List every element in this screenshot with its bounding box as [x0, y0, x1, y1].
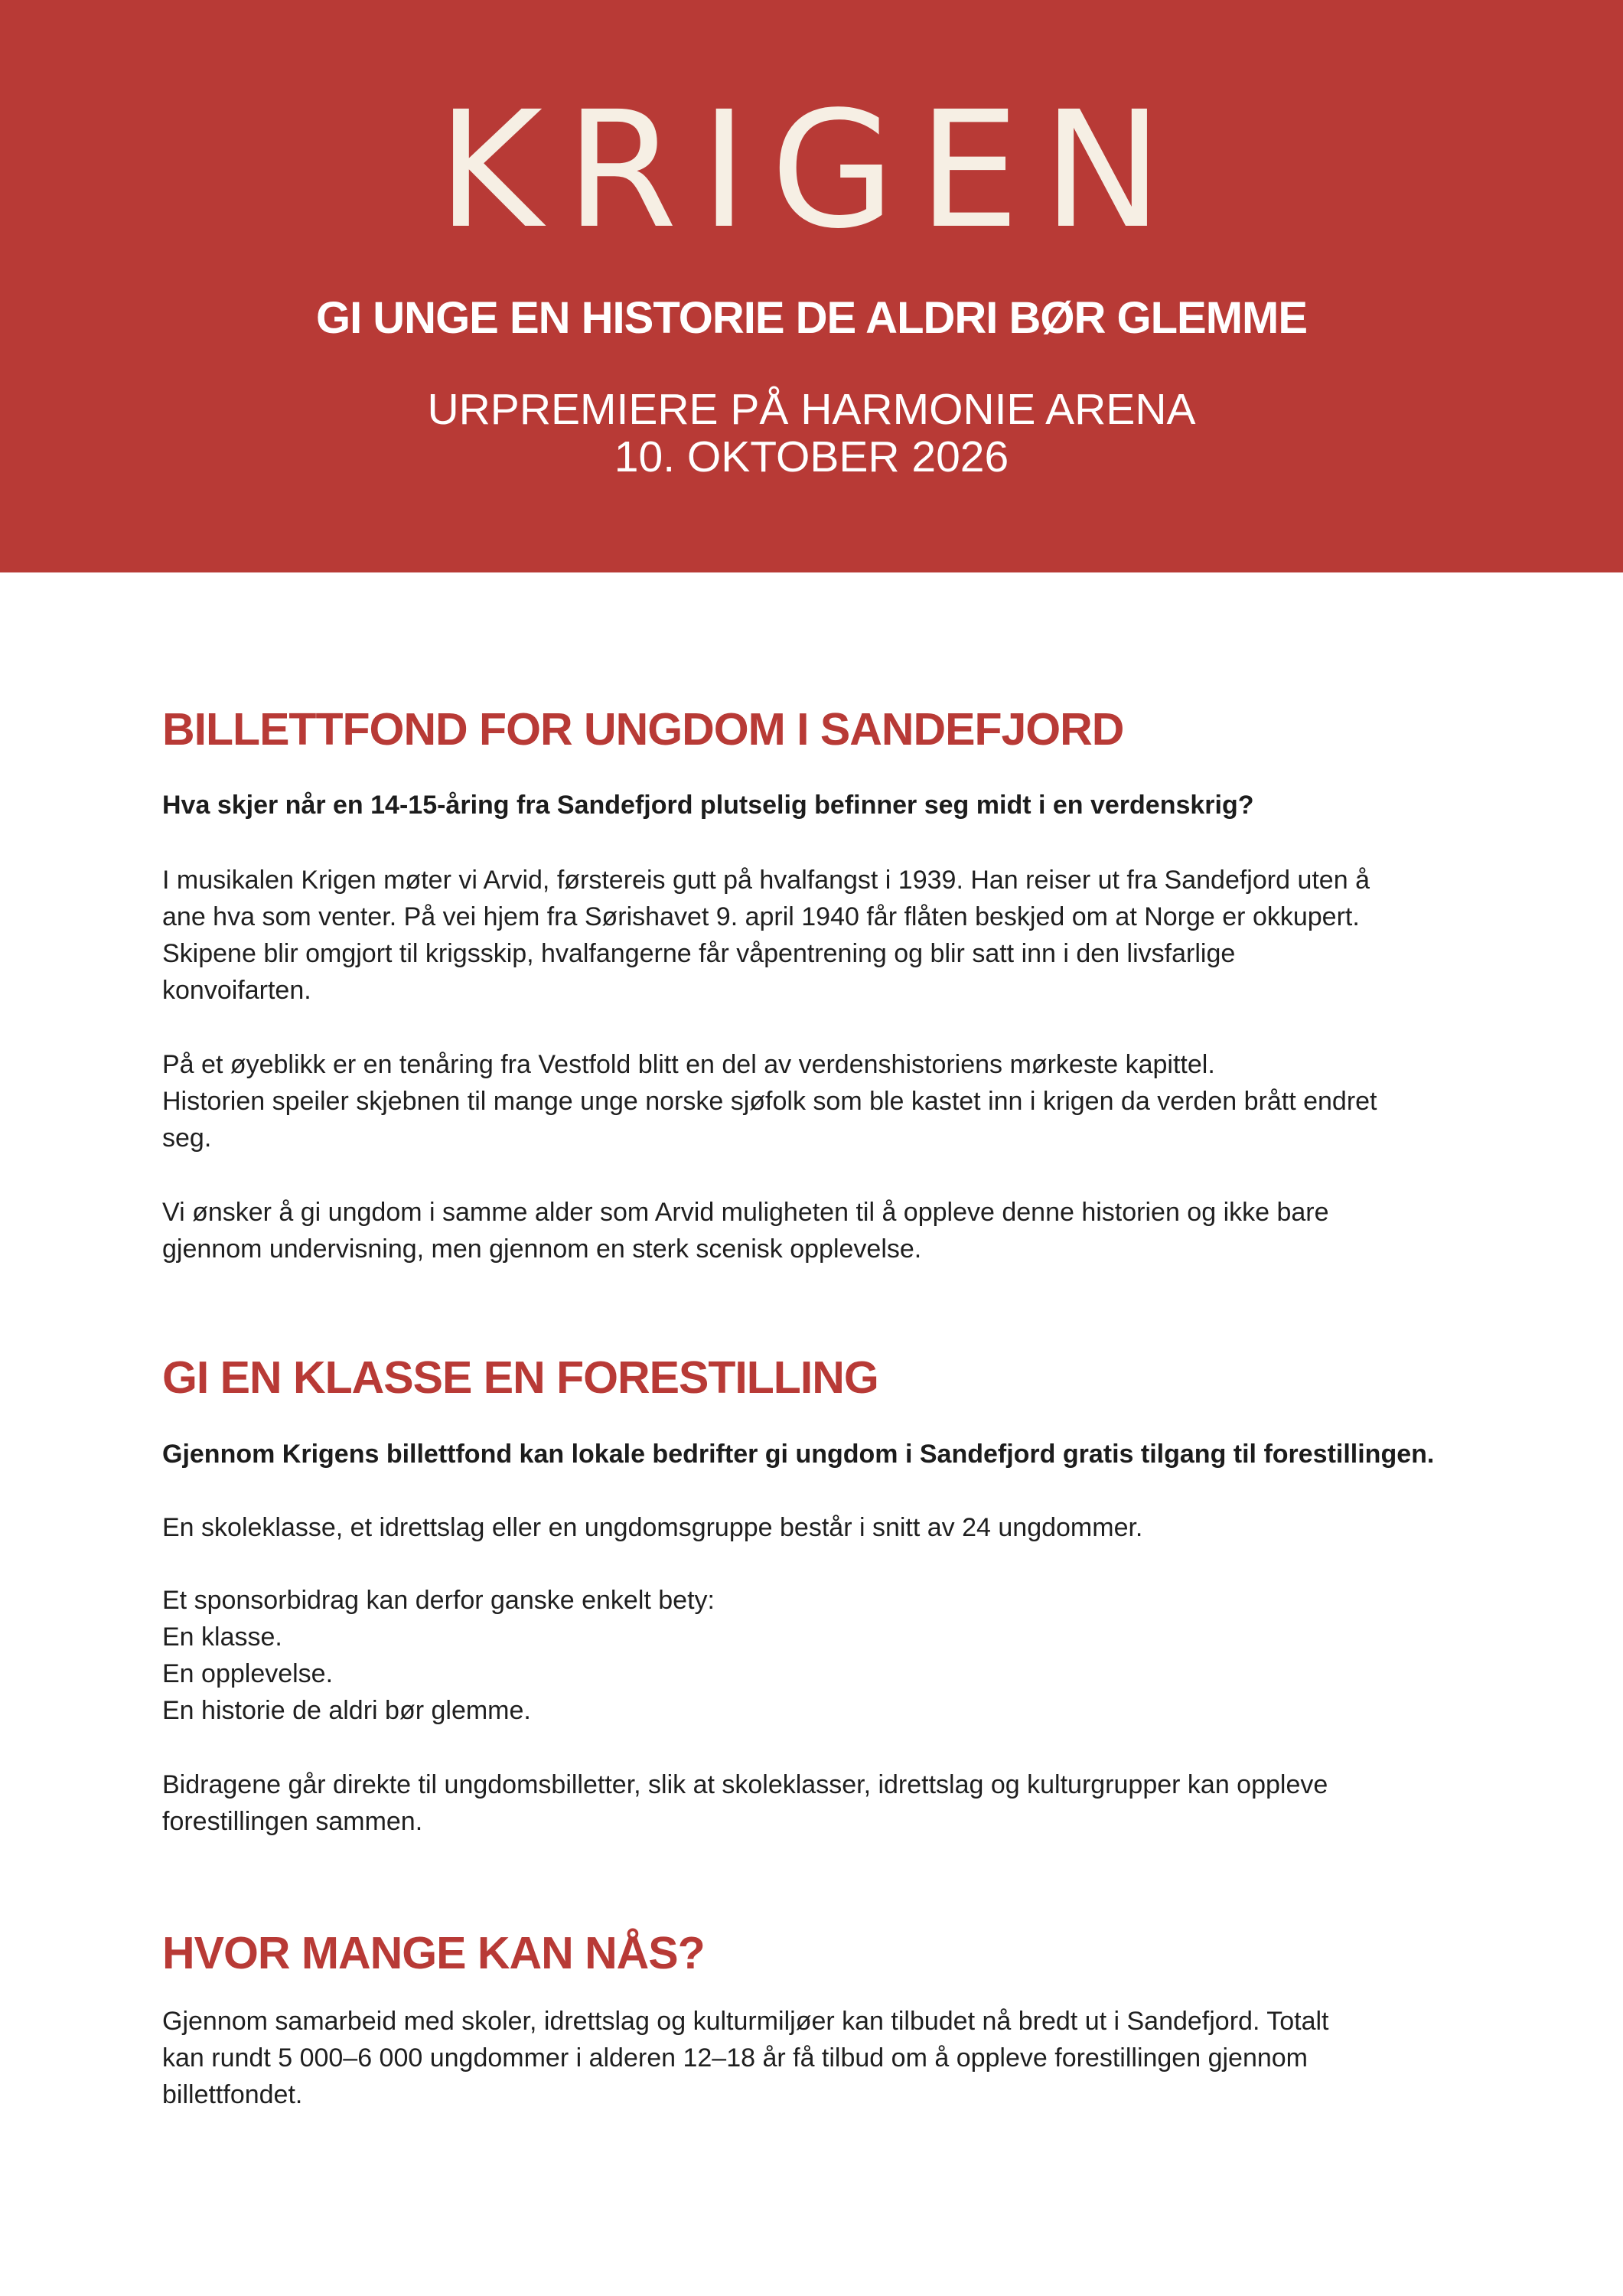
krigen-logo: KRIGEN: [437, 77, 1186, 264]
paragraph-contributions: Bidragene går direkte til ungdomsbilletter, slik at skoleklasser, idrettslag og kulturgrupper kan oppleve forestillingen sammen.: [162, 1770, 1328, 1836]
premiere-info: [0, 386, 1623, 481]
paragraph-world-history: På et øyeblikk er en tenåring fra Vestfold blitt en del av verdenshistoriens mørkeste kapittel. Historien speiler skjebnen til mange unge norske sjøfolk som ble kastet inn i krigen da verden brått endret seg.: [162, 1050, 1377, 1153]
paragraph-sponsor-meaning: Et sponsorbidrag kan derfor ganske enkelt bety: En klasse. En opplevelse. En historie de aldri bør glemme.: [162, 1586, 715, 1725]
paragraph-musical-intro: I musikalen Krigen møter vi Arvid, førstereis gutt på hvalfangst i 1939. Han reiser ut fra Sandefjord uten å ane hva som venter. På vei hjem fra Sørishavet 9. april 1940 får flåten beskjed om at Norge er okkupert. Skipene blir omgjort til krigsskip, hvalfangerne får våpentrening og blir satt inn i den livsfarlige konvoifarten.: [162, 866, 1370, 1005]
hero-banner: [0, 0, 1623, 572]
paragraph-wish: Vi ønsker å gi ungdom i samme alder som Arvid muligheten til å oppleve denne historien og ikke bare gjennom undervisning, men gjennom en sterk scenisk opplevelse.: [162, 1198, 1329, 1264]
section-lead-billettfond: Gjennom Krigens billettfond kan lokale bedrifter gi ungdom i Sandefjord gratis tilgang til forestillingen.: [162, 1440, 1435, 1469]
tagline: GI UNGE EN HISTORIE DE ALDRI BØR GLEMME: [315, 293, 1308, 343]
paragraph-reach: Gjennom samarbeid med skoler, idrettslag og kulturmiljøer kan tilbudet nå bredt ut i Sandefjord. Totalt kan rundt 5 000–6 000 ungdommer i alderen 12–18 år få tilbud om å oppleve forestillingen gjennom billettfondet.: [162, 2007, 1329, 2109]
section-heading-billettfond: BILLETTFOND FOR UNGDOM I SANDEFJORD: [162, 704, 1124, 755]
section-lead-question: Hva skjer når en 14-15-åring fra Sandefjord plutselig befinner seg midt i en verdenskrig?: [162, 791, 1254, 820]
section-heading-reach: HVOR MANGE KAN NÅS?: [162, 1928, 705, 1978]
paragraph-class-size: En skoleklasse, et idrettslag eller en ungdomsgruppe består i snitt av 24 ungdommer.: [162, 1513, 1143, 1542]
section-heading-klasse: GI EN KLASSE EN FORESTILLING: [162, 1352, 878, 1403]
premiere-date: 10. OKTOBER 2026: [614, 432, 1009, 481]
premiere-venue: URPREMIERE PÅ HARMONIE ARENA: [427, 385, 1196, 434]
